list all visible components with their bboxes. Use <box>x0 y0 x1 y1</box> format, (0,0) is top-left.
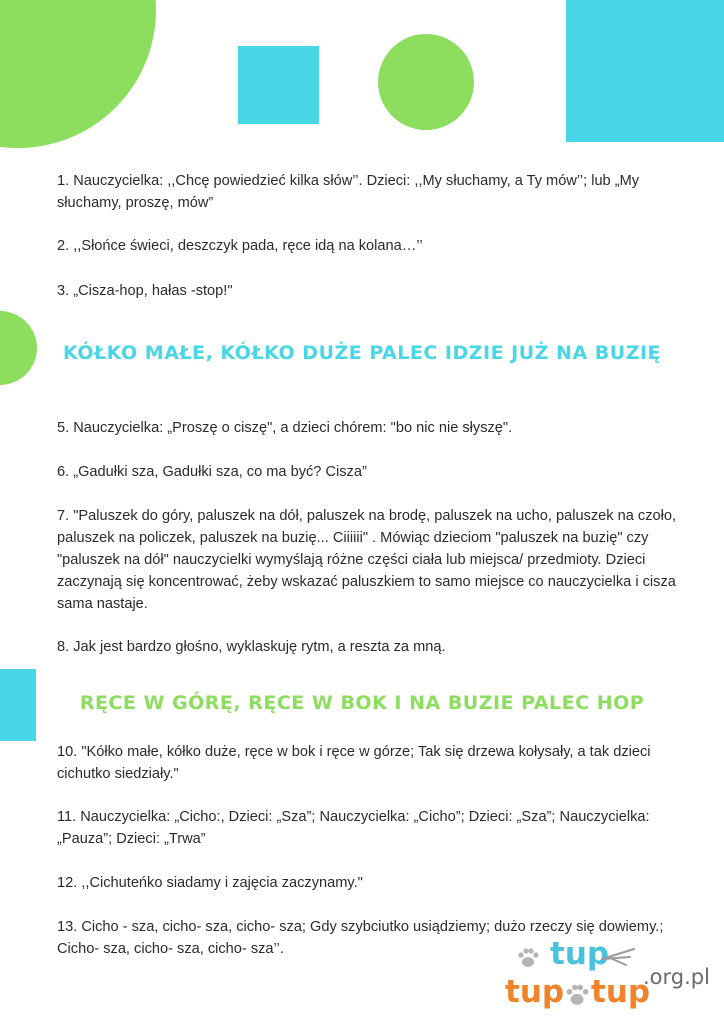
list-item-3: 3. „Cisza-hop, hałas -stop!" <box>57 283 233 299</box>
decorative-blue-rectangle-top-right <box>566 0 724 142</box>
list-item-5: 5. Nauczycielka: „Proszę o ciszę", a dzieci chórem: "bo nic nie słyszę". <box>57 420 513 436</box>
list-item-6: 6. „Gadułki sza, Gadułki sza, co ma być? Cisza” <box>57 464 367 480</box>
decorative-green-circle <box>378 34 474 130</box>
heading-item-9: RĘCE W GÓRĘ, RĘCE W BOK I NA BUZIE PALEC HOP <box>79 692 645 714</box>
decorative-blue-square <box>238 46 319 124</box>
list-item-11: 11. Nauczycielka: „Cicho:, Dzieci: „Sza”; Nauczycielka: „Cicho”; Dzieci: „Sza”; Nauczycielka: „Pauza”; Dzieci: „Trwa” <box>57 809 650 847</box>
list-item-10: 10. "Kółko małe, kółko duże, ręce w bok i ręce w górze; Tak się drzewa kołysały, a tak dzieci cichutko siedziały." <box>57 744 651 782</box>
bird-icon <box>600 945 636 967</box>
list-item-8: 8. Jak jest bardzo głośno, wyklaskuję rytm, a reszta za mną. <box>57 639 446 655</box>
list-item-13: 13. Cicho - sza, cicho- sza, cicho- sza; Gdy szybciutko usiądziemy; dużo rzeczy się dowiemy.; Cicho- sza, cicho- sza, cicho- sza’’. <box>57 919 664 957</box>
list-item-2: 2. ,,Słońce świeci, deszczyk pada, ręce idą na kolana…’’ <box>57 238 423 254</box>
logo-word-left: tup <box>505 974 565 1010</box>
list-item-7: 7. "Paluszek do góry, paluszek na dół, paluszek na brodę, paluszek na ucho, paluszek na czoło, paluszek na policzek, paluszek na buzię... Ciiiiii" . Mówiąc dzieciom "paluszek na buzię" czy "paluszek na dół" nauczycielki wymyślają różne części ciała lub miejsca/ przedmioty. Dzieci zaczynają się koncentrować, żeby wskazać paluszkiem to samo miejsce co nauczycielka i cisza sama nastaje. <box>57 508 677 612</box>
decorative-green-circle-top-left <box>0 0 156 148</box>
logo-domain: .org.pl <box>643 965 710 989</box>
logo-word-top: tup <box>550 936 610 972</box>
list-item-12: 12. ,,Cichuteńko siadamy i zajęcia zaczynamy." <box>57 875 363 891</box>
paw-icon <box>563 981 591 1009</box>
list-item-1: 1. Nauczycielka: ,,Chcę powiedzieć kilka słów’’. Dzieci: ,,My słuchamy, a Ty mów’’; lub „My słuchamy, proszę, mów” <box>57 173 640 211</box>
paw-icon <box>515 945 541 971</box>
logo-word-right: tup <box>591 974 651 1010</box>
tuptup-logo <box>505 936 710 1017</box>
heading-item-4: KÓŁKO MAŁE, KÓŁKO DUŻE PALEC IDZIE JUŻ NA BUZIĘ <box>62 342 662 364</box>
